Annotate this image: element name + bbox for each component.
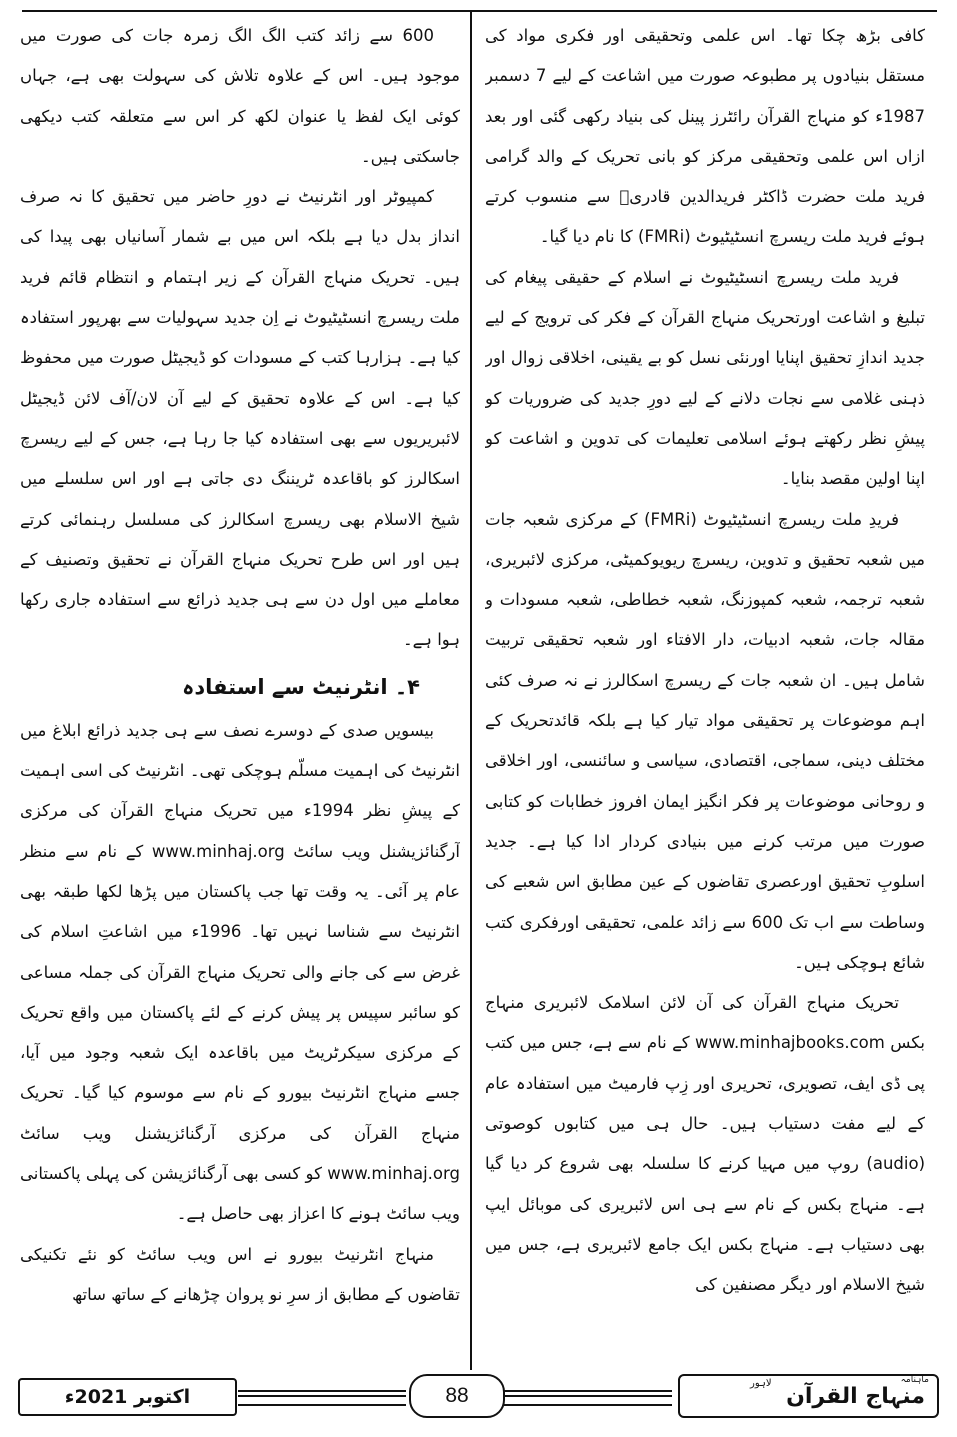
footer-rule-left xyxy=(238,1390,406,1406)
left-paragraph-3: بیسویں صدی کے دوسرے نصف سے ہی جدید ذرائع ابلاغ میں انٹرنیٹ کی اہمیت مسلّم ہوچکی تھی۔ انٹرنیٹ کی اسی اہمیت کے پیشِ نظر 1994ء میں تحریک منہاج القرآن کی مرکزی آرگنائزیشنل ویب سائٹ www.minhaj.org کے نام سے منظر عام پر آئی۔ یہ وقت تھا جب پاکستان میں پڑھا لکھا طبقہ بھی انٹرنیٹ سے شناسا نہیں تھا۔ 1996ء میں اشاعتِ اسلام کی غرض سے کی جانے والی تحریک منہاج القرآن کی جملہ مساعی کو سائبر سپیس پر پیش کرنے کے لئے پاکستان میں واقع تحریک کے مرکزی سیکرٹریٹ میں باقاعدہ ایک شعبہ وجود میں آیا، جسے منہاج انٹرنیٹ بیورو کے نام سے موسوم کیا گیا۔ تحریک منہاج القرآن کی مرکزی آرگنائزیشنل ویب سائٹ www.minhaj.org کو کسی بھی آرگنائزیشن کی پہلی پاکستانی ویب سائٹ ہونے کا اعزاز بھی حاصل ہے۔ xyxy=(20,720,460,1224)
section-heading: ۴۔ انٹرنیٹ سے استفادہ xyxy=(182,674,420,699)
right-paragraph-3: فریدِ ملت ریسرچ انسٹیٹیوٹ (FMRi) کے مرکزی شعبہ جات میں شعبہ تحقیق و تدوین، ریسرچ ریویوکمیٹی، مرکزی لائبریری، شعبہ ترجمہ، شعبہ کمپوزنگ، شعبہ خطاطی، شعبہ مسودات و مقالہ جات، شعبہ ادبیات، دار الافتاء اور شعبہ تحقیقی تربیت شامل ہیں۔ ان شعبہ جات کے ریسرچ اسکالرز نے نہ صرف کئی اہم موضوعات پر تحقیقی مواد تیار کیا ہے بلکہ قائدتحریک کے مختلف دینی، سماجی، اقتصادی، سیاسی و سائنسی، اور اخلاقی و روحانی موضوعات پر فکر انگیز ایمان افروز خطابات کو کتابی صورت میں مرتب کرنے میں بنیادی کردار ادا کیا ہے۔ جدید اسلوبِ تحقیق اورعصری تقاضوں کے عین مطابق اس شعبے کی وساطت سے اب تک 600 سے زائد علمی، تحقیقی اورفکری کتب شائع ہوچکی ہیں۔ xyxy=(485,509,925,972)
magazine-city: لاہور xyxy=(750,1378,772,1389)
right-paragraph-4: تحریک منہاج القرآن کی آن لائن اسلامک لائبریری منہاج بکس www.minhajbooks.com کے نام سے ہے، جس میں کتب پی ڈی ایف، تصویری، تحریری اور زِپ فارمیٹ میں استفادہ عام کے لیے مفت دستیاب ہیں۔ حال ہی میں کتابوں کوصوتی (audio) روپ میں مہیا کرنے کا سلسلہ بھی شروع کر دیا گیا ہے۔ منہاج بکس کے نام سے ہی اس لائبریری کی موبائل ایپ بھی دستیاب ہے۔ منہاج بکس ایک جامع لائبریری ہے، جس میں شیخ الاسلام اور دیگر مصنفین کی xyxy=(485,993,925,1295)
column-divider xyxy=(470,12,472,1370)
top-rule xyxy=(22,10,937,12)
footer-rule-right xyxy=(504,1390,672,1406)
magazine-logo xyxy=(678,1374,939,1418)
left-paragraph-1: 600 سے زائد کتب الگ الگ زمرہ جات کی صورت میں موجود ہیں۔ اس کے علاوہ تلاش کی سہولت بھی ہے، جہاں کوئی ایک لفظ یا عنوان لکھ کر اس سے متعلقہ کتب دیکھی جاسکتی ہیں۔ xyxy=(20,26,460,166)
left-column xyxy=(20,16,460,1366)
right-paragraph-1: کافی بڑھ چکا تھا۔ اس علمی وتحقیقی اور فکری مواد کی مستقل بنیادوں پر مطبوعہ صورت میں اشاعت کے لیے 7 دسمبر 1987ء کو منہاج القرآن رائٹرز پینل کی بنیاد رکھی گئی اور بعد ازاں اس علمی وتحقیقی مرکز کو بانی تحریک کے والد گرامی فرید ملت حضرت ڈاکٹر فریدالدین قادریؒ سے منسوب کرتے ہوئے فرید ملت ریسرچ انسٹیٹیوٹ (FMRi) کا نام دیا گیا۔ xyxy=(485,26,925,247)
issue-date: اکتوبر 2021ء xyxy=(18,1378,237,1416)
left-paragraph-2: کمپیوٹر اور انٹرنیٹ نے دورِ حاضر میں تحقیق کا نہ صرف انداز بدل دیا ہے بلکہ اس میں بے شمار آسانیاں بھی پیدا کی ہیں۔ تحریک منہاج القرآن کے زیر اہتمام و انتظام قائم فرید ملت ریسرچ انسٹیٹیوٹ نے اِن جدید سہولیات سے بھرپور استفادہ کیا ہے۔ ہزارہا کتب کے مسودات کو ڈیجیٹل صورت میں محفوظ کیا ہے۔ اس کے علاوہ تحقیق کے لیے آن لان/آف لائن ڈیجیٹل لائبریریوں سے بھی استفادہ کیا جا رہا ہے، جس کے لیے ریسرچ اسکالرز کو باقاعدہ ٹریننگ دی جاتی ہے اور اس سلسلے میں شیخ الاسلام بھی ریسرچ اسکالرز کی مسلسل رہنمائی کرتے ہیں اور اس طرح تحریک منہاج القرآن نے تحقیق وتصنیف کے معاملے میں اول دن سے ہی جدید ذرائع سے استفادہ جاری رکھا ہوا ہے۔ xyxy=(20,187,460,650)
right-paragraph-2: فرید ملت ریسرچ انسٹیٹیوٹ نے اسلام کے حقیقی پیغام کی تبلیغ و اشاعت اورتحریک منہاج القرآن کے فکر کی ترویج کے لیے جدید اندازِ تحقیق اپنایا اورنئی نسل کو بے یقینی، اخلاقی زوال اور ذہنی غلامی سے نجات دلانے کے لیے دورِ جدید کی ضروریات کو پیشِ نظر رکھتے ہوئے اسلامی تعلیمات کی تدوین و اشاعت کو اپنا اولین مقصد بنایا۔ xyxy=(485,267,925,489)
magazine-name: منہاج القرآن xyxy=(786,1384,925,1409)
page-footer xyxy=(18,1372,939,1416)
page-number: 88 xyxy=(409,1374,505,1418)
left-paragraph-4: منہاج انٹرنیٹ بیورو نے اس ویب سائٹ کو نئے تکنیکی تقاضوں کے مطابق از سرِ نو پروان چڑھانے کے ساتھ ساتھ xyxy=(20,1244,460,1304)
right-column xyxy=(485,16,925,1366)
magazine-tag: ماہنامہ xyxy=(900,1375,929,1385)
